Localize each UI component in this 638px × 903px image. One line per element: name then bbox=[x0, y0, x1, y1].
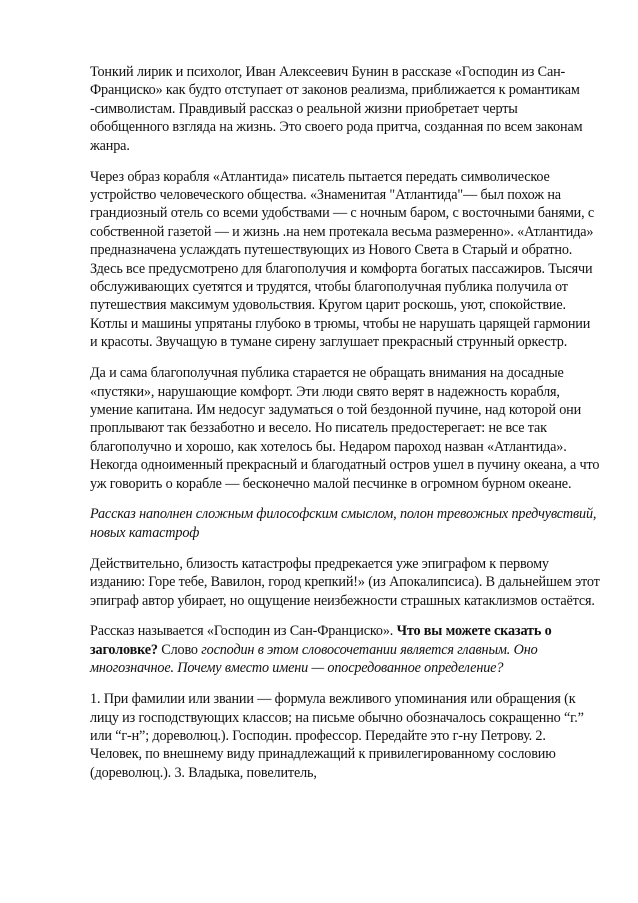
document-page bbox=[90, 63, 600, 795]
paragraph-title-question bbox=[90, 622, 600, 677]
paragraph-epigraph: Действительно, близость катастрофы предрекается уже эпиграфом к первому изданию: Горе тебе, Вавилон, город крепкий!» (из Апокалипсиса). В дальнейшем этот эпиграф автор убирает, но ощущение неизбежности страшных катаклизмов остаётся. bbox=[90, 555, 600, 609]
paragraph-public: Да и сама благополучная публика старается не обращать внимания на досадные «пустяки», нарушающие комфорт. Эти люди свято верят в надежность корабля, умение капитана. Им недосуг задуматься о той бездонной пучине, над которой они проплывают так беззаботно и весело. Но писатель предостерегает: не все так благополучно и хорошо, как хотелось бы. Недаром пароход назван «Атлантида». Некогда одноименный прекрасный и благодатный остров ушел в пучину океана, а что уж говорить о корабле — бесконечно малой песчинке в огромном бурном океане. bbox=[90, 365, 600, 492]
paragraph-definition: 1. При фамилии или звании — формула вежливого упоминания или обращения (к лицу из господствующих классов; на письме обычно обозначалось сокращенно “г.” или “г-н”; дореволюц.). Господин. профессор. Передайте это г-ну Петрову. 2. Человек, по внешнему виду принадлежащий к привилегированному сословию (дореволюц.). 3. Владыка, повелитель, bbox=[90, 691, 584, 781]
title-question-word: Слово bbox=[157, 641, 202, 658]
title-question-bold: Что вы можете сказать о заголовке? bbox=[90, 623, 552, 658]
paragraph-intro: Тонкий лирик и психолог, Иван Алексеевич Бунин в рассказе «Господин из Сан-Франциско» как будто отступает от законов реализма, приближается к романтикам -символистам. Правдивый рассказ о реальной жизни приобретает черты обобщенного взгляда на жизнь. Это своего рода притча, созданная по всем законам жанра. bbox=[90, 64, 583, 154]
paragraph-atlantis-ship: Через образ корабля «Атлантида» писатель пытается передать символическое устройство человеческого общества. «Знаменитая "Атлантида"— был похож на грандиозный отель со всеми удобствами — с ночным баром, с восточными банями, с собственной газетой — и жизнь .на нем протекала весьма размеренно». «Атлантида» предназначена услаждать путешествующих из Нового Света в Старый и обратно. Здесь все предусмотрено для благополучия и комфорта богатых пассажиров. Тысячи обслуживающих суетятся и трудятся, чтобы благополучная публика получила от путешествия максимум удовольствия. Кругом царит роскошь, уют, спокойствие. Котлы и машины упрятаны глубоко в трюмы, чтобы не нарушать царящей гармонии и красоты. Звучащую в тумане сирену заглушает прекрасный струнный оркестр. bbox=[90, 168, 595, 351]
title-question-lead: Рассказ называется «Господин из Сан-Франциско». bbox=[90, 623, 397, 640]
paragraph-thesis-italic: Рассказ наполнен сложным философским смыслом, полон тревожных предчувствий, новых катастроф bbox=[90, 506, 597, 541]
title-question-italic: господин в этом словосочетании является главным. Оно многозначное. Почему вместо имени — опосредованное определение? bbox=[90, 641, 538, 677]
